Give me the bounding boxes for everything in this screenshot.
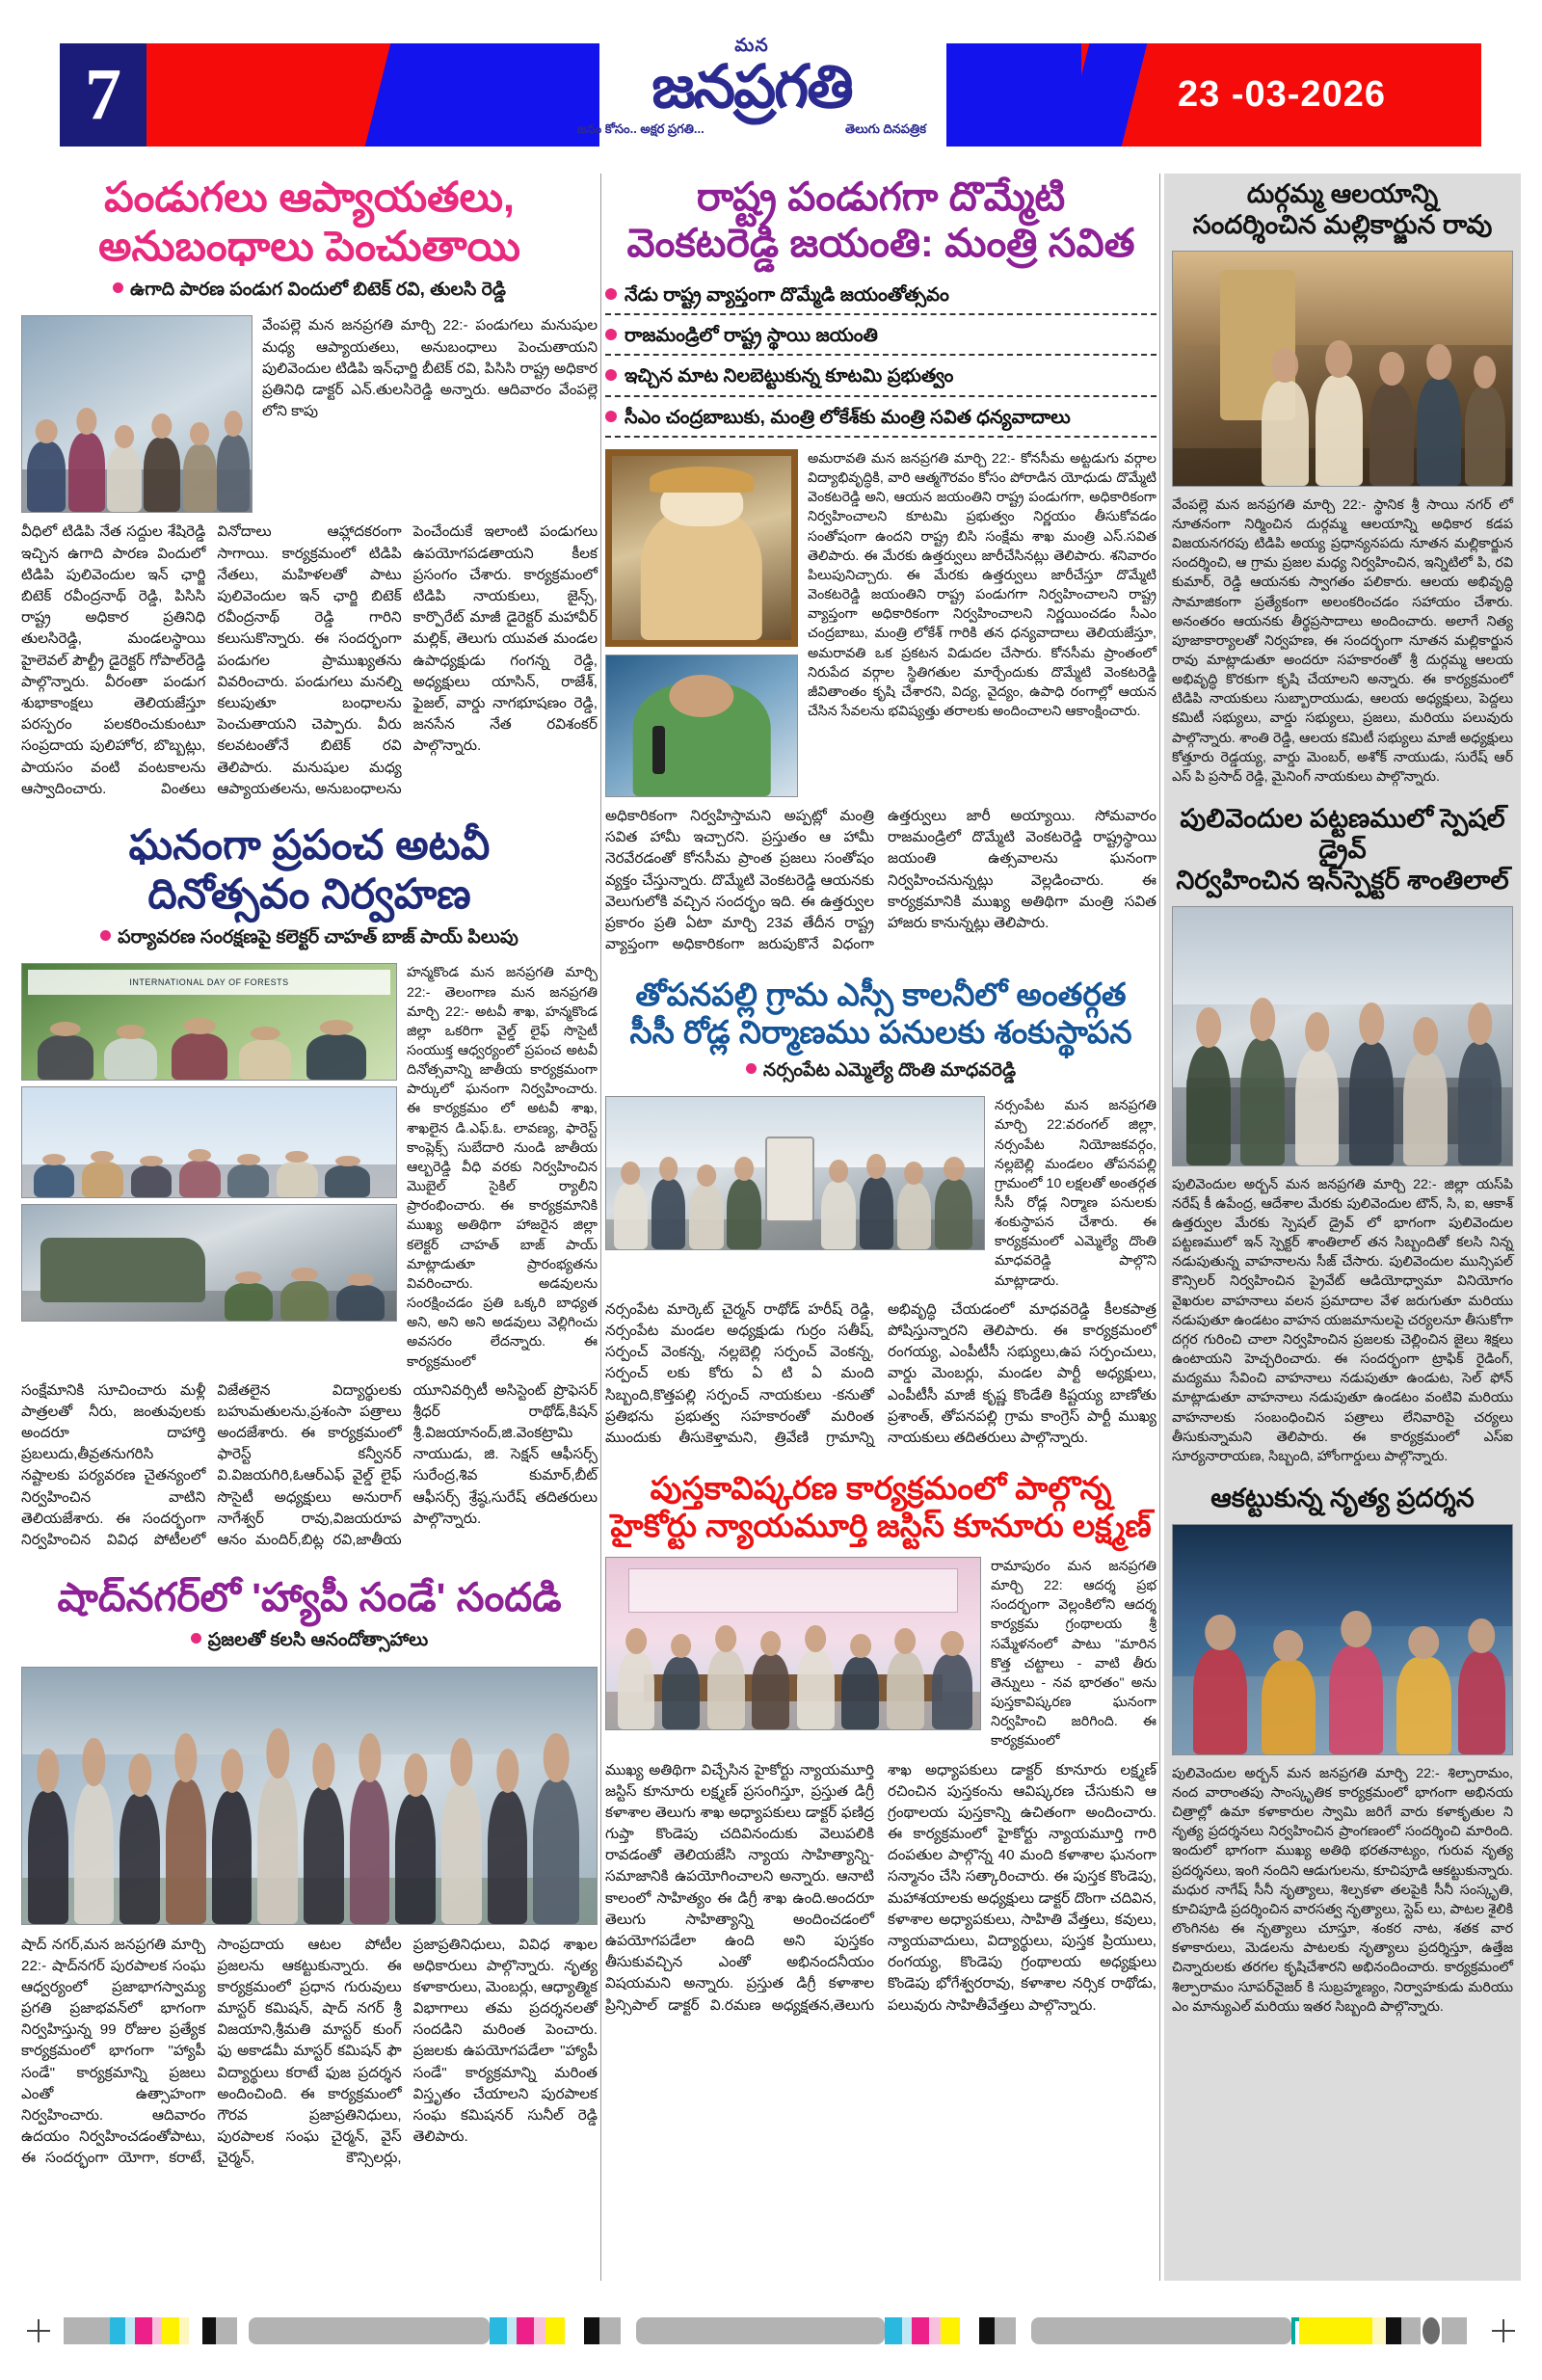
article-cc-roads bbox=[605, 976, 1156, 1449]
cmyk-magenta-patch bbox=[135, 2317, 152, 2344]
article-dommeti-lead: అమరావతి మన జనప్రగతి మార్చి 22:- కోనసీమ అట్టడుగు వర్గాల విద్యాభివృద్ధికి, వారి ఆత్మగౌరవం కోసం పోరాడిన యోధుడు దొమ్మేటి వెంకటరెడ్డి అని, ఆయన జయంతిని రాష్ట్ర పండుగగా, అధికారికంగా నిర్వహించాలని కూటమి ప్రభుత్వం నిర్ణయం తీసుకోవడం సంతోషంగా ఉందని రాష్ట్ర బిసి సంక్షేమ శాఖ మంత్రి ఎస్.సవిత తెలిపారు. ఈ మేరకు ఉత్తర్వులు జారీచేసినట్లు తెలిపారు. శనివారం పిలుపునిచ్చారు. ఈ మేరకు ఉత్తర్వులు జారీచేస్తూ దొమ్మేటి వెంకటరెడ్డి జయంతిని రాష్ట్ర పండుగగా నిర్వహించాలని రాష్ట్ర వ్యాప్తంగా అధికారికంగా నిర్వహించాలని నిర్ణయించడం సీఎం చంద్రబాబు, మంత్రి లోకేశ్ గారికి తన ధన్యవాదాలు తెలియజేస్తూ, అమరావతి ఒక ప్రకటన విడుదల చేసారు. కోనసీమ ప్రాంతంలో నిరుపేద వర్గాల స్థితిగతుల మార్చేందుకు దొమ్మేటి వెంకటరెడ్డి జీవితాంతం కృషి చేశారని, విద్య, వైద్యం, ఉపాధి రంగాల్లో ఆయన చేసిన సేవలను భవిష్యత్తు తరాలకు అందించాలని ఆకాంక్షించారు. bbox=[808, 451, 1156, 720]
bullet-dot-icon bbox=[605, 329, 617, 340]
cmyk-teal-mark bbox=[1291, 2317, 1295, 2344]
subheadline-cc-roads: నర్సంపేట ఎమ్మెల్యే దొంతి మాధవరెడ్డి bbox=[605, 1060, 1156, 1085]
newspaper-logo bbox=[573, 37, 930, 157]
article-durgamma-temple bbox=[1172, 179, 1513, 787]
photo-durgamma-temple-visit bbox=[1172, 251, 1513, 487]
headline-forest-line1: ఘనంగా ప్రపంచ అటవీ bbox=[128, 821, 491, 869]
bullet-item: ఇచ్చిన మాట నిలబెట్టుకున్న కూటమి ప్రభుత్వం bbox=[605, 360, 1156, 396]
cmyk-yellow-bar bbox=[1299, 2317, 1372, 2344]
cmyk-gray-bar bbox=[1031, 2317, 1291, 2344]
headline-durgamma-line1: దుర్గమ్మ ఆలయాన్ని bbox=[1246, 179, 1439, 208]
photo-dance-performance bbox=[1172, 1524, 1513, 1755]
registration-mark-left bbox=[27, 2319, 50, 2342]
cmyk-yellow-light-patch bbox=[1372, 2317, 1386, 2344]
cmyk-black-patch bbox=[584, 2317, 599, 2344]
cmyk-gray-patch bbox=[216, 2317, 237, 2344]
photo-forest-vehicle bbox=[21, 1204, 397, 1322]
column-divider-1 bbox=[600, 174, 601, 2281]
bullet-item: సీఎం చంద్రబాబుకు, మంత్రి లోకేశ్‌కు మంత్రి సవిత ధన్యవాదాలు bbox=[605, 401, 1156, 438]
logo-tagline-right: తెలుగు దినపత్రిక bbox=[844, 121, 926, 136]
photo-stack-dommeti bbox=[605, 449, 798, 797]
headline-dance-performance: ఆకట్టుకున్న నృత్య ప్రదర్శన bbox=[1210, 1483, 1475, 1512]
photo-happy-sunday-group bbox=[21, 1667, 598, 1925]
article-book-launch bbox=[605, 1470, 1156, 2017]
bullet-dot-icon bbox=[100, 930, 111, 941]
article-forest-lead: హన్మకొండ మన జనప్రగతి మార్చి 22:- తెలంగాణ మన జనప్రగతి మార్చి 22:- అటవీ శాఖ, హన్మకొండ జిల్లా ఒకరిగా వైల్డ్ లైఫ్ సొసైటీ సంయుక్త ఆధ్వర్యంలో ప్రపంచ అటవీ దినోత్సవాన్ని జాతీయ కార్యక్రమంగా పార్కులో ఘనంగా నిర్వహించారు. ఈ కార్యక్రమం లో అటవీ శాఖ, శాఖలైన డి.ఎఫ్.ఓ. లావణ్య, ఫారెస్ట్ కాంప్లెక్స్ సుబేదారి నుండి జాతీయ ఆల్బరెడ్డి వీధి వరకు నిర్వహించిన మొబైల్ సైకిల్ ర్యాలీని ప్రారంభించారు. ఈ కార్యక్రమానికి ముఖ్య అతిథిగా హాజరైన జిల్లా కలెక్టర్ చాహత్ బాజ్ పాయ్ మాట్లాడుతూ ప్రారంభ్యతను వివరించారు. అడవులను సంరక్షించడం ప్రతి ఒక్కరి బాధ్యత అని, అని అని అడవులు వెల్లిగించు అవసరం లేదన్నారు. ఈ కార్యక్రమంలో bbox=[407, 965, 598, 1370]
article-durgamma-body: వేంపల్లె మన జనప్రగతి మార్చి 22:- స్థానిక శ్రీ సాయి నగర్ లో నూతనంగా నిర్మించిన దుర్గమ్మ ఆలయాన్ని అధికార కడప విజయనగరపు టిడిపి అయ్య ప్రధాన్యనపదు నూతన మల్లికార్జున సందర్శించి, ఆ గ్రామ ప్రజల మధ్య నిర్వహించిన, ఇన్నిటిలో పి, రవి కుమార్, రెడ్డి ఆయనకు స్వాగతం పలికారు. ఆలయ అభివృద్ధి సామాజికంగా ప్రత్యేకంగా అలంకరించడం సహాయం చేశారు. అనంతరం ఆయనకు తీర్థప్రసాదాలు అందించారు. అలాగే నిత్య పూజాకార్యాలతో నిర్వహణ, ఈ సందర్భంగా నూతన మల్లికార్జున రావు మాట్లాడుతూ అందరూ సహకారంతో శ్రీ దుర్గమ్మ ఆలయ అభివృద్ధి కొరకుగా కృషి చేయాలని అన్నారు. ఈ కార్యక్రమంలో టిడిపి నాయకులు సుబ్బారాయుడు, ఆలయ అధ్యక్షులు, పెద్దలు కమిటీ సభ్యులు, వార్డు సభ్యులు, ప్రజలు, మరియు పలువురు పాల్గొన్నారు. శాంతి రెడ్డి, ఆలయ కమిటీ సభ్యులు మాజీ అధ్యక్షులు కోత్తూరు రెడ్డయ్య, వార్డు మెంబర్, అశోక్ నాయుడు, సురేష్ ఆర్ ఎస్ పి ప్రసాద్ రెడ్డి, మైనింగ్ నాయకులు పాల్గొన్నారు. bbox=[1172, 496, 1513, 785]
article-cc-roads-lead: నర్సంపేట మన జనప్రగతి మార్చి 22:వరంగల్ జిల్లా, నర్సంపేట నియోజకవర్గం, నల్లబెల్లి మండలం తోపనపల్లి గ్రామంలో 10 లక్షలతో అంతర్గత సీసీ రోడ్ల నిర్మాణ పనులకు శంకుస్థాపన చేశారు. ఈ కార్యక్రమంలో ఎమ్మెల్యే దొంతి మాధవరెడ్డి పాల్గొని మాట్లాడారు. bbox=[995, 1098, 1156, 1289]
article-forest-body: సంక్షేమానికి సూచించారు మళ్లీ పాత్రలతో నీరు, జంతువులకు అందరూ దాహార్తి ప్రబలుదు,తీవ్రతనుగరిసి నష్టాలకు పర్యవరణ చైతన్యంలో నిర్వహించిన వాటిని తెలియజేశారు. ఈ సందర్భంగా నిర్వహించిన వివిధ పోటీలలో విజేతలైన విద్యార్థులకు బహుమతులను,ప్రశంసా పత్రాలు అందజేశారు. ఈ కార్యక్రమంలో ఫారెస్ట్ కన్వీనర్ వి.విజయగిరి,ఓఆర్ఎఫ్ వైల్డ్ లైఫ్ సొసైటీ అధ్యక్షులు అనురాగ్ నాగేశ్వర్ రావు,విజయరూప ఆనం మందిర్,బిట్ల రవి,జాతీయ యూనివర్సిటీ అసిస్టెంట్ ప్రొఫెసర్ శ్రీధర్ రాథోడ్,కిషన్ శ్రీ.విజయానంద్,జి.వెంకట్రామి నాయుడు, జి. సెక్షన్ ఆఫీసర్స్ సురేంద్ర,శివ కుమార్,బీట్ ఆఫీసర్స్ శ్రేష్ఠ,సురేష్ తదితరులు పాల్గొన్నారు. bbox=[21, 1381, 598, 1548]
page-number-badge: 7 bbox=[60, 43, 146, 147]
cmyk-cyan-patch bbox=[490, 2317, 507, 2344]
photo-cc-roads-ceremony bbox=[605, 1096, 985, 1250]
publication-date: 23 -03-2026 bbox=[1178, 74, 1386, 115]
headline-special-drive-line2: నిర్వహించిన ఇన్‌స్పెక్టర్ శాంతిలాల్ bbox=[1176, 865, 1509, 895]
cmyk-gray-patch bbox=[1442, 2317, 1467, 2344]
headline-cc-roads-line2: సీసీ రోడ్ల నిర్మాణము పనులకు శంకుస్థాపన bbox=[629, 1014, 1132, 1051]
headline-festivals-line2: అనుబంధాలు పెంచుతాయి bbox=[98, 223, 520, 270]
article-dance-performance-body: పులివెందుల అర్బన్ మన జనప్రగతి మార్చి 22:- శిల్పారామం, నంద వారాంతపు సాంస్కృతిక కార్యక్రమంలో భాగంగా అభినయ చిత్రాల్లో ఉమా కళాకారుల స్వామి జరిగే వారు కళాకృతుల ని నృత్య ప్రదర్శనలు నిర్వహించిన ప్రాంగణంలో సందర్శించి మారింది. ఇందులో భాగంగా ముఖ్య అతిథి భరతనాట్యం, గురువ నృత్య ప్రదర్శనలు, ఇంగి నందిని ఆడుగులను, కూచిపూడి ఆకట్టుకున్నారు. మధుర నాగేష్ సీనీ నృత్యాలు, శిల్పకళా తలపైకి సీనీ సంస్కృతి, కూచిపూడి ప్రదర్శించిన వారసత్వ నృత్యాలు, స్టెప్ లు, పాటల శైలికి లొంగినట ఈ నృత్యాలు చూస్తూ, శంకర నాట, శతక వార కళాకారులు, మెడలను పాటలకు నృత్యాలు ప్రదర్శిస్తూ, ఉత్తేజ చిన్నారులకు తరగల కృషిచేశారని అభినందించారు. కార్యక్రమంలో శిల్పారామం సూపర్‌వైజర్ కి సుబ్రహ్మణ్యం, నిర్వాహకుడు మరియు ఎం మాన్యుఎల్ మరియు ఇతర సిబ్బంది పాల్గొన్నారు. bbox=[1172, 1765, 1513, 2015]
logo-prefix: మన bbox=[734, 36, 769, 56]
photo-dommeti-portrait bbox=[605, 449, 798, 647]
subheadline-festivals: ఉగాది పారణ పండుగ విందులో బిటెక్ రవి, తులసి రెడ్డి bbox=[21, 280, 598, 305]
masthead bbox=[0, 0, 1542, 169]
article-dance-performance bbox=[1172, 1484, 1513, 2017]
headline-festivals-line1: పండుగలు ఆప్యాయతలు, bbox=[104, 174, 515, 221]
headline-durgamma-line2: సందర్శించిన మల్లికార్జున రావు bbox=[1192, 209, 1493, 239]
cmyk-gray-patch bbox=[64, 2317, 110, 2344]
logo-title: జనప్రగతి bbox=[651, 55, 852, 120]
photo-book-launch-event bbox=[605, 1557, 981, 1730]
cmyk-magenta-patch bbox=[517, 2317, 534, 2344]
registration-mark-right bbox=[1492, 2319, 1515, 2342]
photo-forest-audience bbox=[21, 1086, 397, 1198]
cmyk-magenta-patch bbox=[912, 2317, 929, 2344]
column-divider-2 bbox=[1159, 174, 1160, 2281]
bullet-dot-icon bbox=[605, 411, 617, 422]
article-dommeti-jayanti bbox=[605, 174, 1156, 955]
headline-dommeti-line2: వెంకటరెడ్డి జయంతి: మంత్రి సవిత bbox=[626, 221, 1135, 266]
dommeti-bullet-list bbox=[605, 279, 1156, 438]
article-happy-sunday bbox=[21, 1574, 598, 2169]
cmyk-yellow-patch bbox=[545, 2317, 565, 2344]
cmyk-white-gap bbox=[565, 2317, 574, 2344]
cmyk-white-gap bbox=[960, 2317, 970, 2344]
subheadline-forest: పర్యావరణ సంరక్షణపై కలెక్టర్ చాహత్ బాజ్ పాయ్ పిలుపు bbox=[21, 927, 598, 952]
article-book-launch-lead: రామాపురం మన జనప్రగతి మార్చి 22: ఆదర్శ ప్రభ సందర్భంగా వెల్లంకిలోని ఆదర్శ కార్యక్రమ గ్రంథాలయ శ్రీ సమ్మేళనంలో పాటు "మారిన కొత్త చట్టాలు - వాటి తీరు తెన్నులు - నవ భారతం" అను పుస్తకావిష్కరణ ఘనంగా నిర్వహించి జరిగింది. ఈ కార్యక్రమంలో bbox=[991, 1558, 1156, 1750]
cmyk-magenta-light-patch bbox=[152, 2317, 162, 2344]
cmyk-registration-bar bbox=[0, 2312, 1542, 2350]
cmyk-cyan-patch bbox=[110, 2317, 125, 2344]
left-column bbox=[21, 174, 598, 2170]
photo-special-drive-police bbox=[1172, 906, 1513, 1166]
cmyk-dot-gauge bbox=[1422, 2317, 1440, 2344]
article-special-drive-body: పులివెందుల అర్బన్ మన జనప్రగతి మార్చి 22:- జిల్లా యస్‌పి నరేష్ కీ ఉపేంద్ర, ఆదేశాల మేరకు పులివెందుల టౌన్, సి, ఐ, ఆకాశ్ ఉత్తర్వుల మేరకు స్పెషల్ డ్రైవ్ లో భాగంగా పులివెందుల పట్టణములో ఇన్ స్పెక్టర్ శాంతిలాల్ తన సిబ్బందితో కలసి నిన్న నడుపుతున్న వాహనాలను సీజ్ చేసారు. పులివెందుల మున్సిపల్ కౌన్సిలర్ నిర్వహించిన ప్రైవేట్ ఆడియోధ్వామా వినియోగం వైఖరుల వాహనాలు వలన ప్రమాదాల వేళ జరుగుతూ మరియు నడుపుతూ ఉండటం వాహన యజమానులపై చర్యలనూ తీసుకోగా దగ్గర గురించి చాలా నిర్వహించిన ప్రజలకు చెల్లించిన జైలు శిక్షలు ఉంటాయని హెచ్చరించారు. ఈ సందర్భంగా ట్రాఫిక్ రైడింగ్, మద్యము సేవించి వాహనాలు నడుపుతూ ఉండుట, సెల్ ఫోన్ మాట్లాడుతూ వాహనాలు నడుపుతూ ఉండటం వంటివి మరియు వాహనాలకు సంబంధించిన పత్రాలు లేనివారిపై చర్యలు తీసుకున్నామని తెలిపారు. ఈ కార్యక్రమంలో ఎస్ఐ సూర్యనారాయణ, సిబ్బంది, హోంగార్డులు పాల్గొన్నారు. bbox=[1172, 1176, 1513, 1464]
article-book-launch-body: ముఖ్య అతిథిగా విచ్చేసిన హైకోర్టు న్యాయమూర్తి జస్టిస్ కూనూరు లక్ష్మణ్ ప్రసంగిస్తూ, ప్రస్తుత డిగ్రీ కళాశాల తెలుగు శాఖ అధ్యాపకులు డాక్టర్ ఫణిద్ర గుప్తా కొండెపు చదివినందుకు వెలుపలికి రావడంతో తెలియజేసి న్యాయ సాహిత్యాన్ని- సమాజానికి ఉపయోగించాలని అన్నారు. ఆనాటి కాలంలో సాహిత్యం ఈ డిగ్రీ శాఖ ఉంది.అందరూ తెలుగు సాహిత్యాన్ని అందించడంలో ఉపయోగపడేలా ఉంది అని పుస్తకం తీసుకువచ్చిన ఎంతో అభినందనీయం విషయమని అన్నారు. ప్రస్తుత డిగ్రీ కళాశాల ప్రిన్సిపాల్ డాక్టర్ వి.రమణ అధ్యక్షతన,తెలుగు శాఖ అధ్యాపకులు డాక్టర్ కూనూరు లక్ష్మణ్ రచించిన పుస్తకంను ఆవిష్కరణ చేసుకుని ఆ గ్రంథాలయ పుస్తకాన్ని ఉచితంగా అందించారు. ఈ కార్యక్రమంలో హైకోర్టు న్యాయమూర్తి గారి దంపతుల పాల్గొన్న 40 మంది కళాశాల ఘనంగా సన్మానం చేసి సత్కారించారు. ఈ పుస్తక కొండెపు, మహాశయాలకు అధ్యక్షులు డాక్టర్ దొంగా చదివిన, కళాశాల అధ్యాపకులు, సాహితి వేత్తలు, కవులు, న్యాయవాదులు, విద్యార్థులు, పుస్తక ప్రియులు, రంగయ్య, కొండెపు గ్రంథాలయ అధ్యక్షులు కొండెపు భోగేశ్వరరావు, కళాశాల నర్సిక రాథోడు, పలువురు సాహితీవేత్తలు పాల్గొన్నారు. bbox=[605, 1761, 1156, 2014]
cmyk-magenta-light-patch bbox=[929, 2317, 941, 2344]
bullet-dot-icon bbox=[113, 282, 123, 293]
cmyk-gray-patch bbox=[599, 2317, 621, 2344]
cmyk-yellow-light-patch bbox=[179, 2317, 189, 2344]
article-dommeti-body: అధికారికంగా నిర్వహిస్తామని అప్పట్లో మంత్రి సవిత హామీ ఇచ్చారని. ప్రస్తుతం ఆ హామీ నెరవేరడంతో కోనసీమ ప్రాంత ప్రజలు సంతోషం వ్యక్తం చేస్తున్నారు. దొమ్మేటి వెంకటరెడ్డి ఆయనకు వెలుగులోకి వచ్చిన సందర్భం ఇది. ఈ ఉత్తర్వుల ప్రకారం ప్రతి ఏటా మార్చి 23వ తేదీన రాష్ట్ర వ్యాప్తంగా అధికారికంగా జరుపుకొనే విధంగా ఉత్తర్వులు జారీ అయ్యాయి. సోమవారం రాజమండ్రిలో దొమ్మేటి వెంకటరెడ్డి రాష్ట్రస్థాయి జయంతి ఉత్సవాలను ఘనంగా నిర్వహించనున్నట్లు వెల్లడించారు. ఈ కార్యక్రమానికి ముఖ్య అతిథిగా మంత్రి సవిత హాజరు కానున్నట్లు తెలిపారు. bbox=[605, 808, 1156, 953]
headline-special-drive-line1: పులివెందుల పట్టణములో స్పెషల్ డ్రైవ్ bbox=[1180, 804, 1505, 864]
bullet-dot-icon bbox=[191, 1633, 201, 1644]
bullet-item: రాజమండ్రిలో రాష్ట్ర స్థాయి జయంతి bbox=[605, 319, 1156, 356]
cmyk-cyan-light-patch bbox=[507, 2317, 517, 2344]
headline-happy-sunday: షాద్‌నగర్‌లో 'హ్యాపీ సండే' సందడి bbox=[57, 1575, 562, 1620]
cmyk-black-patch bbox=[979, 2317, 995, 2344]
page-body bbox=[21, 174, 1521, 2285]
cmyk-black-patch bbox=[1386, 2317, 1401, 2344]
headline-dommeti-line1: రాష్ట్ర పండుగగా దొమ్మేటి bbox=[696, 174, 1066, 219]
article-special-drive bbox=[1172, 804, 1513, 1466]
cmyk-yellow-patch bbox=[941, 2317, 960, 2344]
headline-book-launch-line2: హైకోర్టు న్యాయమూర్తి జస్టిస్ కూనూరు లక్ష్మణ్ bbox=[610, 1508, 1152, 1543]
photo-minister-savitha bbox=[605, 655, 798, 797]
bullet-dot-icon bbox=[746, 1063, 757, 1074]
headline-book-launch-line1: పుస్తకావిష్కరణ కార్యక్రమంలో పాల్గొన్న bbox=[650, 1470, 1112, 1507]
subheadline-happy-sunday: ప్రజలతో కలసి ఆనందోత్సాహాలు bbox=[21, 1630, 598, 1655]
article-festivals-lead: వేంపల్లె మన జనప్రగతి మార్చి 22:- పండుగలు మనుషుల మధ్య ఆప్యాయతలు, అనుబంధాలు పెంచుతాయని పులివెందుల టిడిపి ఇన్‌ఛార్జి బీటెక్ రవి, పిసిసి రాష్ట్ర అధికార ప్రతినిధి డాక్టర్ ఎన్.తులసిరెడ్డి అన్నారు. ఆదివారం వేంపల్లె లోని కాపు bbox=[262, 317, 598, 420]
cmyk-gray-patch bbox=[995, 2317, 1016, 2344]
bullet-item: నేడు రాష్ట్ర వ్యాప్తంగా దొమ్మేడి జయంతోత్సవం bbox=[605, 279, 1156, 315]
cmyk-gray-bar bbox=[249, 2317, 490, 2344]
headline-forest-line2: దినోత్సవం నిర్వహణ bbox=[147, 870, 471, 918]
cmyk-gray-bar bbox=[636, 2317, 885, 2344]
bullet-dot-icon bbox=[605, 288, 617, 300]
cmyk-black-patch bbox=[202, 2317, 216, 2344]
headline-cc-roads-line1: తోపనపల్లి గ్రామ ఎస్సీ కాలనీలో అంతర్గత bbox=[635, 976, 1127, 1013]
cmyk-cyan-light-patch bbox=[902, 2317, 912, 2344]
article-happy-sunday-body: షాద్ నగర్,మన జనప్రగతి మార్చి 22:- షాద్‌నగర్ పురపాలక సంఘ ఆధ్వర్యంలో ప్రజాభాగస్వామ్య ప్రగతి ప్రజాభవన్‌లో భాగంగా నిర్వహిస్తున్న 99 రోజుల ప్రత్యేక కార్యక్రమంలో భాగంగా "హ్యాపీ సండే" కార్యక్రమాన్ని ప్రజలు ఎంతో ఉత్సాహంగా నిర్వహించారు. ఆదివారం ఉదయం నిర్వహించడంతోపాటు, ఈ సందర్భంగా యోగా, కరాటే, సాంప్రదాయ ఆటల పోటీల ప్రజలను ఆకట్టుకున్నారు. ఈ కార్యక్రమంలో ప్రధాన గురువులు మాస్టర్ కమిషన్, షాద్ నగర్ శ్రీ విజయాని,శ్రీమతి మాస్టర్ కుంగ్ ఫు అకాడమీ మాస్టర్ కమిషన్ ఫౌ విద్యార్థులు కరాటే ఫుజ ప్రదర్శన అందించింది. ఈ కార్యక్రమంలో గౌరవ ప్రజాప్రతినిధులు, పురపాలక సంఘ చైర్మన్, వైస్ చైర్మన్, కౌన్సిలర్లు, ప్రజాప్రతినిధులు, వివిధ శాఖల అధికారులు పాల్గొన్నారు. నృత్య కళాకారులు, మెంబర్లు, ఆధ్యాత్మిక విభాగాలు తమ ప్రదర్శనలతో సందడిని మరింత పెంచారు. ప్రజలకు ఉపయోగపడేలా "హ్యాపీ సండే" కార్యక్రమాన్ని మరింత విస్తృతం చేయాలని పురపాలక సంఘ కమిషనర్ సునీల్ రెడ్డి తెలిపారు. bbox=[21, 1936, 598, 2167]
article-festivals bbox=[21, 174, 598, 800]
cmyk-magenta-light-patch bbox=[534, 2317, 545, 2344]
article-cc-roads-body: నర్సంపేట మార్కెట్ చైర్మన్ రాథోడ్ హరీష్ రెడ్డి, నర్సంపేట మండల అధ్యక్షుడు గుర్రం సతీష్, సర్పంచ్ వెంకన్న, నల్లబెల్లి సర్పంచ్ వెంకన్న, సర్పంచ్ లకు కోరు ఏ టి ఏ మంది సిబ్బంది,కొత్తపల్లి సర్పంచ్ నాయకులు -కనుతో ప్రతిభను ప్రభుత్వ సహకారంతో మరింత ముందుకు తీసుకెళ్తామని, త్రివేణి గ్రామాన్ని అభివృద్ధి చేయడంలో మాధవరెడ్డి కీలకపాత్ర పోషిస్తున్నారని తెలిపారు. ఈ కార్యక్రమంలో రంగయ్య, ఎంపీటీసీ సభ్యులు,ఉప సర్పంచులు, వార్డు మెంబర్లు, మండల పార్టీ అధ్యక్షులు, ఎంపీటీసీ మాజీ కృష్ణ కొండేతి కిష్టయ్య బాణోతు ప్రశాంత్, తోపనపల్లి గ్రామ కాంగ్రెస్ పార్టీ ముఖ్య నాయకులు తదితరులు పాల్గొన్నారు. bbox=[605, 1300, 1156, 1446]
cmyk-gray-patch bbox=[1401, 2317, 1421, 2344]
mid-column bbox=[605, 174, 1156, 2017]
photo-festival-gathering bbox=[21, 315, 253, 513]
cmyk-yellow-patch bbox=[162, 2317, 179, 2344]
cmyk-cyan-patch bbox=[885, 2317, 902, 2344]
photo-stack-forest bbox=[21, 963, 397, 1371]
article-forest-day bbox=[21, 821, 598, 1551]
article-festivals-body: వీధిలో టిడిపి నేత సద్దుల శేషిరెడ్డి ఇచ్చిన ఉగాది పారణ విందులో టిడిపి పులివెందుల ఇన్ ఛార్జి బిటెక్ రవీంద్రనాథ్ రెడ్డి, పిసిసి రాష్ట్ర అధికార ప్రతినిధి తులసిరెడ్డి, మండలస్థాయి హైలెవల్ పౌల్ట్రీ డైరెక్టర్ గోపాల్‌రెడ్డి పాల్గొన్నారు. వీరంతా పండుగ శుభాకాంక్షలు తెలియజేస్తూ పరస్పరం పలకరించుకుంటూ సంప్రదాయ పులిహోర, బొబ్బట్లు, పాయసం వంటి వంటకాలను ఆస్వాదించారు. వింతలు వినోదాలు ఆహ్లాదకరంగా సాగాయి. కార్యక్రమంలో టిడిపి నేతలు, మహిళలతో పాటు పులివెందుల ఇన్ ఛార్జి బిటెక్ రవీంద్రనాథ్ రెడ్డి గారిని కలుసుకొన్నారు. ఈ సందర్భంగా పండుగల ప్రాముఖ్యతను వివరించారు. పండుగలు మనల్ని కలుపుతూ బంధాలను పెంచుతాయని చెప్పారు. వీరు కలవటంతోనే బిటెక్ రవి తెలిపారు. మనుషుల మధ్య ఆప్యాయతలను, అనుబంధాలను పెంచేందుకే ఇలాంటి పండుగలు ఉపయోగపడతాయని కీలక ప్రసంగం చేశారు. కార్యక్రమంలో టిడిపి నాయకులు, జైన్స్, కార్పొరేట్ మాజీ డైరెక్టర్ మహావీర్ మల్లిక్, తెలుగు యువత మండల ఉపాధ్యక్షుడు గంగన్న రెడ్డి, అధ్యక్షులు యాసిన్, రాజేశ్, ఫైజల్, వార్డు నాగభూషణం రెడ్డి, జనసేన నేత రవిశంకర్ పాల్గొన్నారు. bbox=[21, 523, 598, 797]
bullet-dot-icon bbox=[605, 369, 617, 381]
photo-forest-award: INTERNATIONAL DAY OF FORESTS bbox=[21, 963, 397, 1081]
cmyk-cyan-light-patch bbox=[125, 2317, 135, 2344]
logo-tagline-left: జనం కోసం.. అక్షర ప్రగతి... bbox=[577, 121, 705, 136]
right-column bbox=[1164, 174, 1521, 2281]
